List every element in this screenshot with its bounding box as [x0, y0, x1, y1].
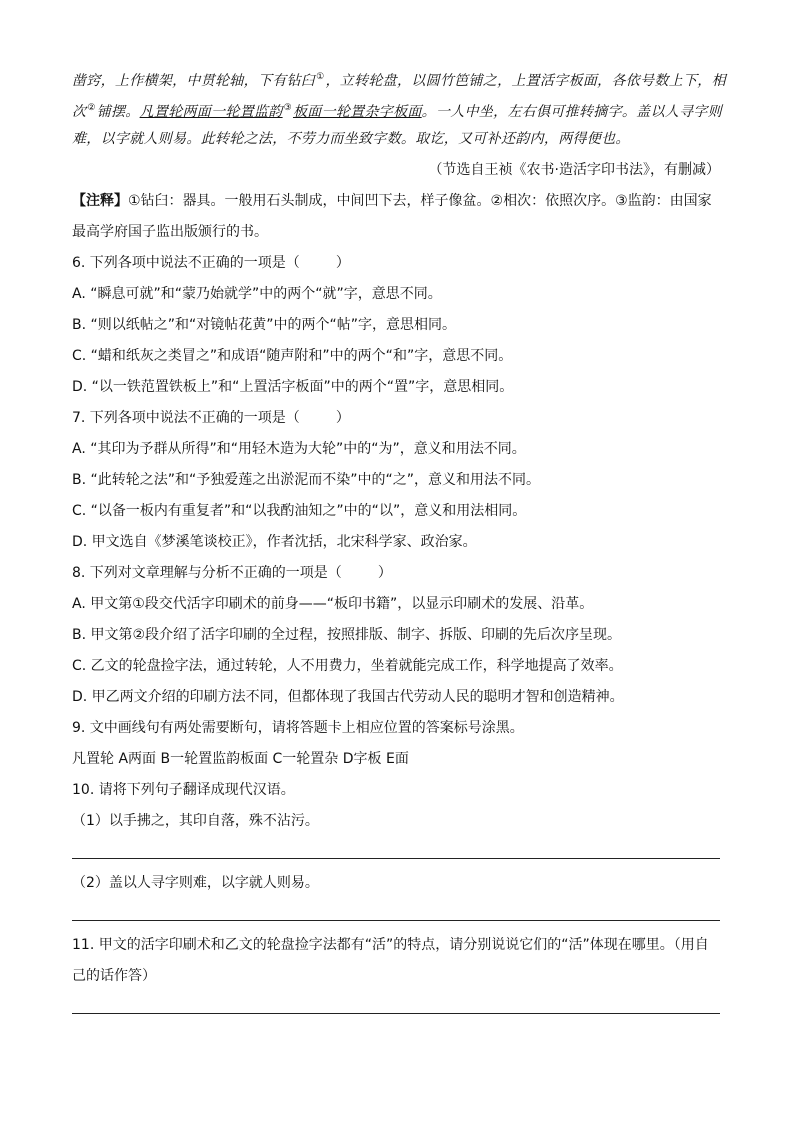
question-9-sentence: 凡置轮 A两面 B一轮置监韵板面 C一轮置杂 D字板 E面 [72, 751, 409, 767]
question-text: 6. 下列各项中说法不正确的一项是（ [72, 255, 300, 271]
question-8-option-a: A. 甲文第①段交代活字印刷术的前身——“板印书籍”，以显示印刷术的发展、沿革。 [72, 596, 594, 612]
exam-page [72, 62, 726, 1023]
passage-text: 次 [72, 104, 87, 120]
question-7-option-a: A. “其印为予群从所得”和“用轻木造为大轮”中的“为”，意义和用法不同。 [72, 441, 526, 457]
question-text: 7. 下列各项中说法不正确的一项是（ [72, 410, 300, 426]
question-text: ） [377, 565, 392, 581]
question-9-stem: 9. 文中画线句有两处需要断句，请将答题卡上相应位置的答案标号涂黑。 [72, 720, 524, 736]
question-text: 8. 下列对文章理解与分析不正确的一项是（ [72, 565, 342, 581]
passage-line-3 [72, 124, 720, 155]
question-8-option-d: D. 甲乙两文介绍的印刷方法不同，但都体现了我国古代劳动人民的聪明才智和创造精神。 [72, 689, 624, 705]
question-10-stem: 10. 请将下列句子翻译成现代汉语。 [72, 782, 295, 798]
note-marker-3: ③ [283, 103, 292, 113]
annotation-block [72, 186, 720, 248]
question-11-stem: 11. 甲文的活字印刷术和乙文的轮盘捡字法都有“活”的特点，请分别说说它们的“活”体现在哪里。（用自己的话作答） [72, 937, 709, 984]
question-7-stem [72, 403, 720, 434]
question-6-option-b: B. “则以纸帖之”和“对镜帖花黄”中的两个“帖”字，意思相同。 [72, 317, 457, 333]
passage-line-2 [72, 93, 720, 124]
question-7-option-c: C. “以备一板内有重复者”和“以我酌油知之”中的“以”，意义和用法相同。 [72, 503, 527, 519]
passage-text: 铺摆。 [96, 104, 140, 120]
note-marker-2: ② [87, 103, 96, 113]
answer-line[interactable] [72, 1013, 720, 1014]
passage-text: ，立转轮盘，以圆竹笆铺之，上置活字板面，各依号数上下，相 [325, 73, 726, 89]
passage-line-1 [72, 62, 726, 93]
note-marker-1: ① [316, 72, 325, 82]
passage-source: （节选自王祯《农书·造活字印书法》，有删减） [428, 162, 720, 178]
answer-line[interactable] [72, 858, 720, 859]
question-6-option-d: D. “以一铁范置铁板上”和“上置活字板面”中的两个“置”字，意思相同。 [72, 379, 514, 395]
question-6-stem [72, 248, 720, 279]
answer-line[interactable] [72, 920, 720, 921]
underlined-sentence-part-b: 板面一轮置杂字板面 [292, 104, 422, 120]
question-6-option-c: C. “蜡和纸灰之类冒之”和成语“随声附和”中的两个“和”字，意思不同。 [72, 348, 513, 364]
annotation-label: 【注释】 [72, 193, 128, 209]
passage-text: 凿窍，上作横架，中贯轮轴，下有钻臼 [72, 73, 316, 89]
question-6-option-a: A. “瞬息可就”和“蒙乃始就学”中的两个“就”字，意思不同。 [72, 286, 442, 302]
question-text: ） [335, 410, 350, 426]
question-8-option-b: B. 甲文第②段介绍了活字印刷的全过程，按照排版、制字、拆版、印刷的先后次序呈现。 [72, 627, 622, 643]
question-8-option-c: C. 乙文的轮盘捡字法，通过转轮，人不用费力，坐着就能完成工作，科学地提高了效率。 [72, 658, 623, 674]
underlined-sentence-part-a: 凡置轮两面一轮置监韵 [139, 104, 283, 120]
question-10-sub-1: （1）以手拂之，其印自落，殊不沾污。 [72, 813, 319, 829]
passage-text: 。一人中坐，左右俱可推转摘字。盖以人寻字则 [421, 104, 722, 120]
question-8-stem [72, 558, 720, 589]
question-7-option-b: B. “此转轮之法”和“予独爱莲之出淤泥而不染”中的“之”，意义和用法不同。 [72, 472, 541, 488]
question-7-option-d: D. 甲文选自《梦溪笔谈校正》，作者沈括，北宋科学家、政治家。 [72, 534, 477, 550]
annotation-text: ①钻臼：器具。一般用石头制成，中间凹下去，样子像盆。②相次：依照次序。③监韵：由国家最高学府国子监出版颁行的书。 [72, 193, 712, 240]
question-10-sub-2: （2）盖以人寻字则难，以字就人则易。 [72, 875, 319, 891]
passage-text: 难，以字就人则易。此转轮之法，不劳力而坐致字数。取讫，又可补还韵内，两得便也。 [72, 131, 630, 147]
question-text: ） [335, 255, 350, 271]
